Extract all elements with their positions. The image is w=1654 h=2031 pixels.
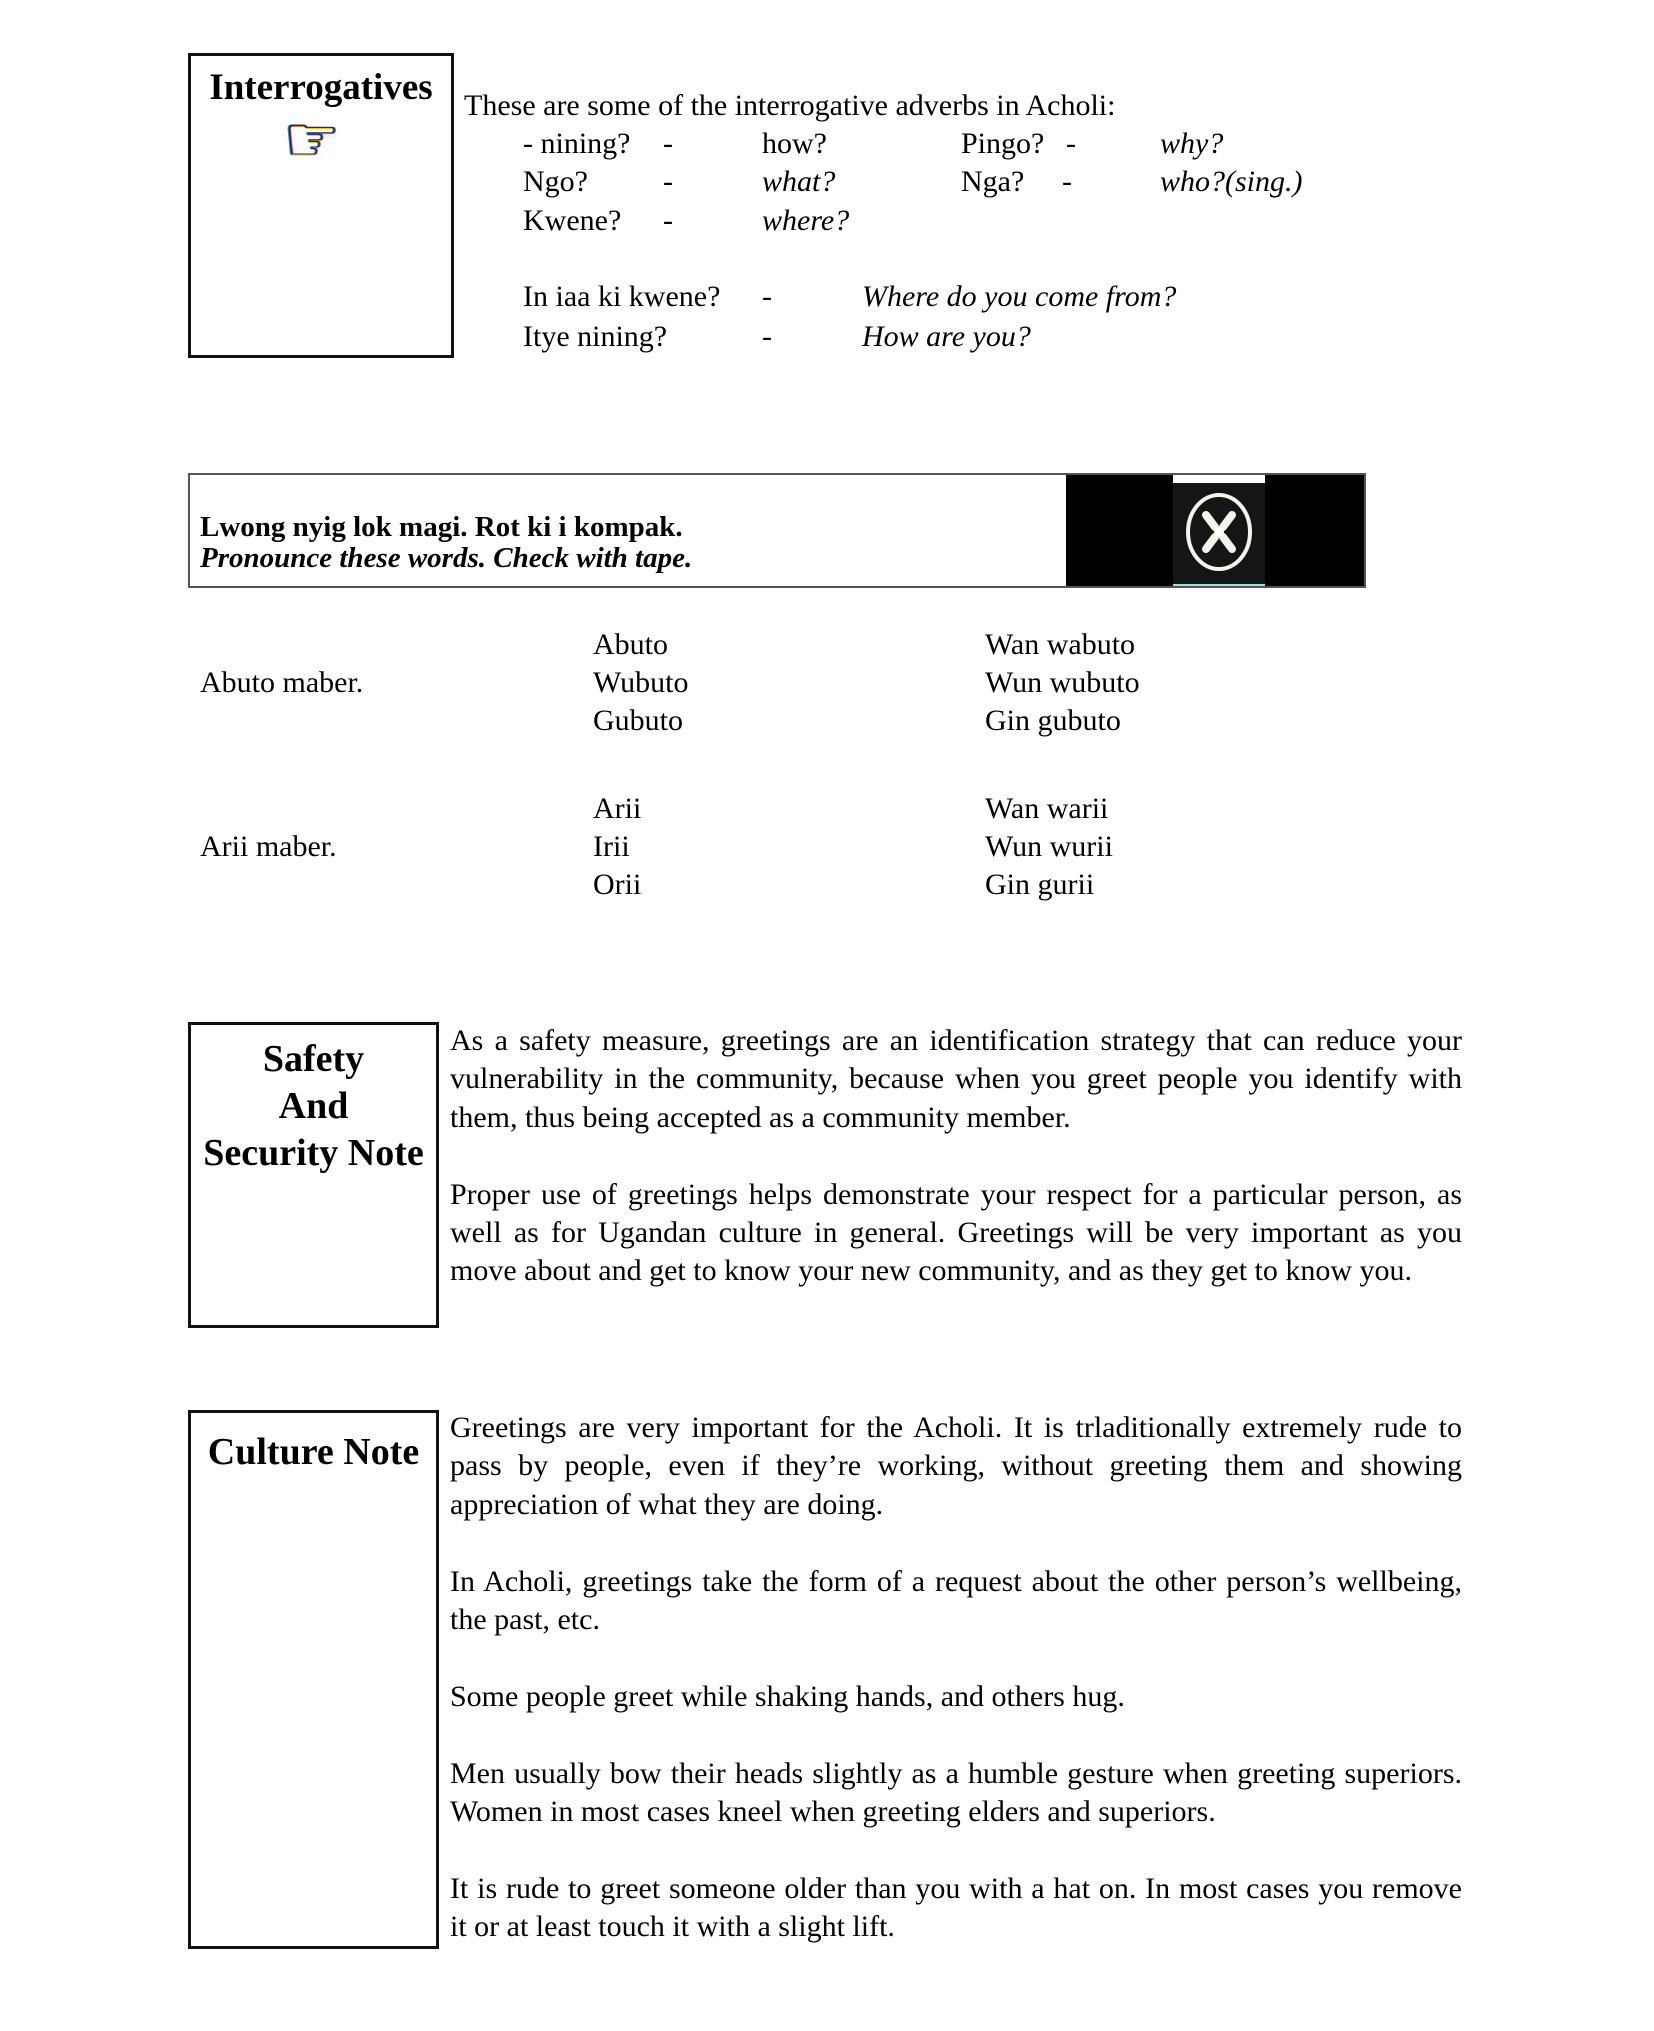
word-response: Wan wabuto — [985, 628, 1136, 661]
adverb-word: Ngo? — [523, 165, 588, 198]
adverb-meaning: how? — [762, 127, 827, 160]
word-group-phrase: Arii maber. — [200, 830, 337, 863]
word-response: Gin gubuto — [985, 704, 1121, 737]
phrase-acholi: Itye nining? — [523, 320, 668, 353]
adverb-meaning: why? — [1160, 127, 1224, 160]
word-form: Wubuto — [593, 666, 689, 699]
culture-note-heading: Culture Note — [207, 1431, 420, 1473]
phrase-acholi: In iaa ki kwene? — [523, 280, 721, 313]
pointing-hand-icon: ☞ — [283, 104, 341, 175]
safety-note-body — [450, 1022, 1462, 1291]
adverb-dash: - — [1062, 165, 1072, 198]
adverb-meaning: what? — [762, 165, 836, 198]
culture-note-paragraph: It is rude to greet someone older than you with a hat on. In most cases you remove it or at least touch it with a slight lift. — [450, 1871, 1462, 1944]
word-response: Wun wurii — [985, 830, 1113, 863]
safety-note-paragraph: Proper use of greetings helps demonstrate your respect for a particular person, as well as for Ugandan culture in general. Greetings will be very important as you move about and get to know your new community, and as they get to know you. — [450, 1177, 1462, 1288]
phrase-english: Where do you come from? — [862, 280, 1177, 313]
culture-note-paragraph: Men usually bow their heads slightly as a humble gesture when greeting superiors. Women in most cases kneel when greeting elders and superiors. — [450, 1756, 1462, 1829]
pronunciation-box — [188, 473, 1366, 588]
pronunciation-instruction-acholi: Lwong nyig lok magi. Rot ki i kompak. — [200, 511, 683, 543]
phrase-english: How are you? — [862, 320, 1031, 353]
culture-note-paragraph: Greetings are very important for the Acholi. It is trladitionally extremely rude to pass by people, even if they’re working, without greeting them and showing appreciation of what they are doing. — [450, 1411, 1462, 1521]
adverb-word: Kwene? — [523, 204, 622, 237]
safety-note-box — [188, 1022, 439, 1328]
tape-reel-icon — [1173, 475, 1265, 586]
word-form: Gubuto — [593, 704, 683, 737]
safety-note-heading-line: Safety — [262, 1038, 365, 1080]
adverb-dash: - — [663, 204, 673, 237]
tape-panel — [1066, 475, 1364, 586]
interrogatives-intro: These are some of the interrogative adverbs in Acholi: — [464, 89, 1116, 122]
word-group-phrase: Abuto maber. — [200, 666, 364, 699]
safety-note-heading-line: And — [278, 1085, 349, 1127]
adverb-meaning: who?(sing.) — [1160, 165, 1303, 198]
word-form: Irii — [593, 830, 630, 863]
phrase-dash: - — [762, 320, 772, 353]
adverb-meaning: where? — [762, 204, 850, 237]
culture-note-body — [450, 1409, 1462, 1947]
word-form: Arii — [593, 792, 642, 825]
adverb-word: Nga? — [961, 165, 1025, 198]
word-response: Gin gurii — [985, 868, 1095, 901]
culture-note-paragraph: In Acholi, greetings take the form of a request about the other person’s wellbeing, the past, etc. — [450, 1564, 1462, 1637]
safety-note-paragraph: As a safety measure, greetings are an identification strategy that can reduce your vulnerability in the community, because when you greet people you identify with them, thus being accepted as a community member. — [450, 1024, 1462, 1134]
safety-note-heading-line: Security Note — [203, 1132, 424, 1174]
word-form: Orii — [593, 868, 642, 901]
adverb-word: Pingo? — [961, 127, 1045, 160]
adverb-dash: - — [1066, 127, 1076, 160]
adverb-word: - nining? — [523, 127, 631, 160]
word-form: Abuto — [593, 628, 668, 661]
word-response: Wan warii — [985, 792, 1109, 825]
interrogatives-heading: Interrogatives — [209, 67, 433, 108]
adverb-dash: - — [663, 127, 673, 160]
adverb-dash: - — [663, 165, 673, 198]
word-response: Wun wubuto — [985, 666, 1140, 699]
interrogatives-box — [188, 53, 454, 358]
culture-note-box — [188, 1410, 439, 1949]
culture-note-paragraph: Some people greet while shaking hands, and others hug. — [450, 1679, 1125, 1713]
pronunciation-instruction-english: Pronounce these words. Check with tape. — [200, 542, 693, 574]
phrase-dash: - — [762, 280, 772, 313]
